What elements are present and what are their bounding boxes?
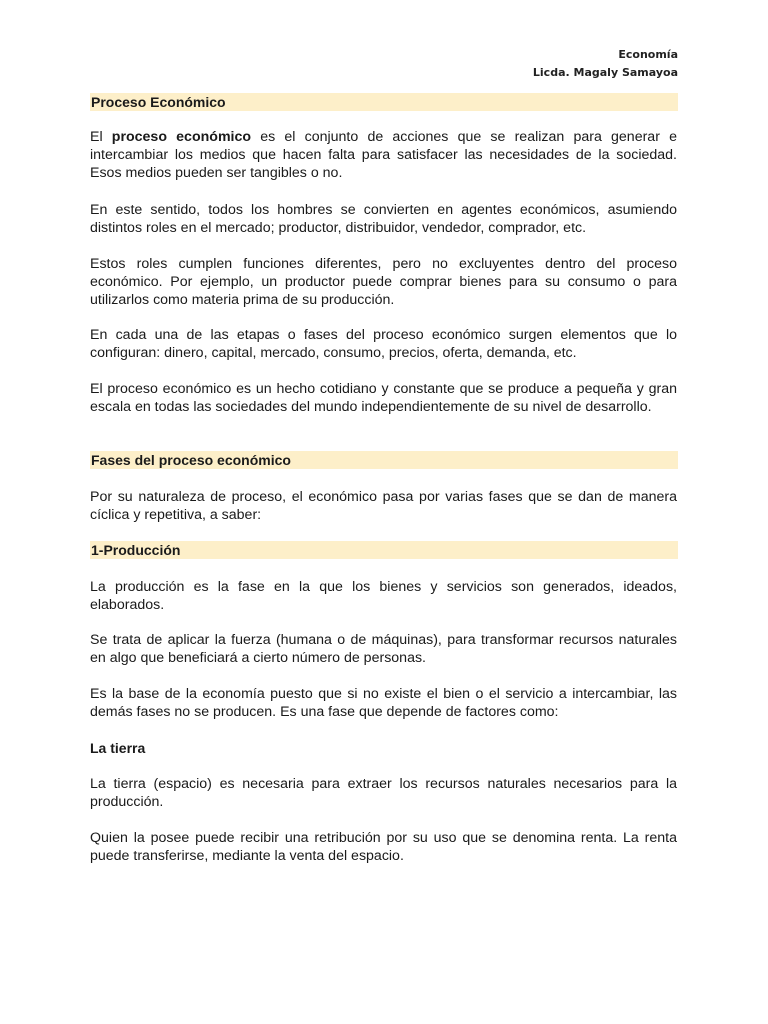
paragraph-rest-text: es el conjunto de acciones que se realizan para generar e intercambiar los medios que hacen falta para satisfacer las necesidades de la sociedad. Esos medios pueden ser tangibles o no.	[90, 129, 677, 181]
paragraph-produccion-def: La producción es la fase en la que los bienes y servicios son generados, ideados, elaborados.	[90, 579, 677, 613]
header-subject: Economía	[618, 48, 678, 61]
section-heading-proceso-economico: Proceso Económico	[90, 93, 678, 111]
paragraph-tierra-renta: Quien la posee puede recibir una retribución por su uso que se denomina renta. La renta puede transferirse, mediante la venta del espacio.	[90, 830, 677, 864]
paragraph-produccion-base: Es la base de la economía puesto que si no existe el bien o el servicio a intercambiar, las demás fases no se producen. Es una fase que depende de factores como:	[90, 686, 677, 720]
bold-term: proceso económico	[111, 129, 252, 145]
document-header	[533, 46, 678, 82]
paragraph-roles: Estos roles cumplen funciones diferentes, pero no excluyentes dentro del proceso económico. Por ejemplo, un productor puede comprar bienes para su consumo o para utilizarlos como materia prima de su producción.	[90, 256, 677, 308]
paragraph-elements: En cada una de las etapas o fases del proceso económico surgen elementos que lo configuran: dinero, capital, mercado, consumo, precios, oferta, demanda, etc.	[90, 327, 677, 361]
paragraph-definition	[90, 128, 677, 182]
section-heading-fases: Fases del proceso económico	[90, 451, 678, 469]
paragraph-agents: En este sentido, todos los hombres se convierten en agentes económicos, asumiendo distintos roles en el mercado; productor, distribuidor, vendedor, comprador, etc.	[90, 202, 677, 236]
paragraph-daily-fact: El proceso económico es un hecho cotidiano y constante que se produce a pequeña y gran escala en todas las sociedades del mundo independientemente de su nivel de desarrollo.	[90, 381, 677, 415]
paragraph-tierra-def: La tierra (espacio) es necesaria para extraer los recursos naturales necesarios para la producción.	[90, 776, 677, 810]
section-heading-produccion: 1-Producción	[90, 541, 678, 559]
subheading-la-tierra: La tierra	[90, 740, 146, 756]
paragraph-produccion-force: Se trata de aplicar la fuerza (humana o de máquinas), para transformar recursos naturales en algo que beneficiará a cierto número de personas.	[90, 632, 677, 666]
paragraph-lead-text: El	[90, 129, 112, 145]
paragraph-fases-intro: Por su naturaleza de proceso, el económico pasa por varias fases que se dan de manera cíclica y repetitiva, a saber:	[90, 489, 677, 523]
header-teacher: Licda. Magaly Samayoa	[532, 66, 678, 79]
